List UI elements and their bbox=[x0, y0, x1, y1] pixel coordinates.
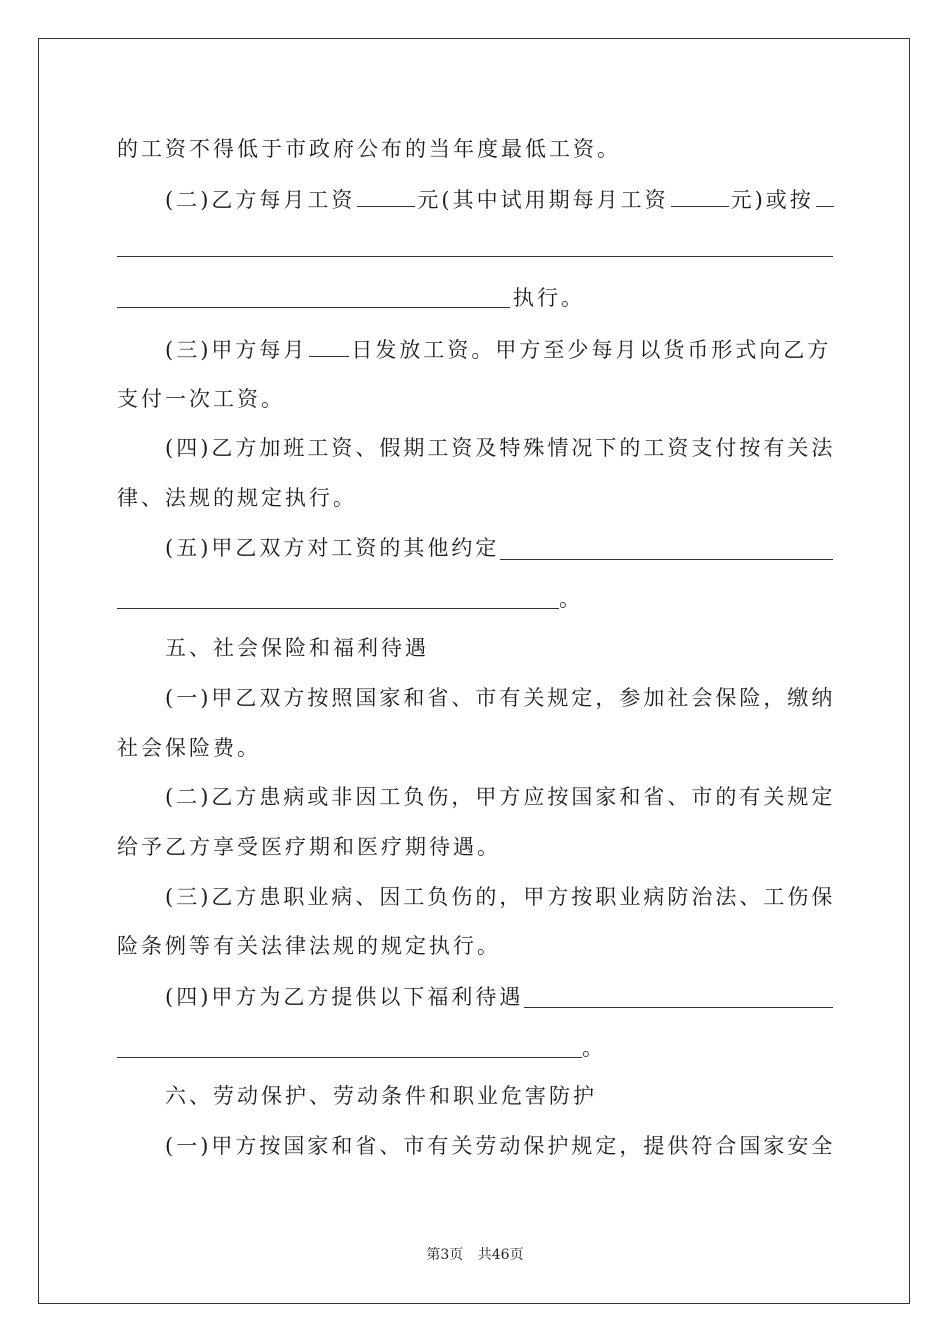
fill-in-blank bbox=[357, 184, 415, 207]
text-line bbox=[165, 334, 831, 365]
page-total: 共46页 bbox=[477, 1247, 524, 1263]
text-line: 的工资不得低于市政府公布的当年度最低工资。 bbox=[117, 137, 621, 161]
text-segment: (三)甲方每月 bbox=[165, 338, 308, 362]
fill-in-blank bbox=[816, 184, 834, 207]
page-border bbox=[38, 38, 910, 1304]
text-line: 险条例等有关法律法规的规定执行。 bbox=[117, 934, 501, 958]
text-line: (三)乙方患职业病、因工负伤的，甲方按职业病防治法、工伤保 bbox=[165, 885, 836, 909]
text-line: 。 bbox=[559, 587, 583, 611]
text-line bbox=[165, 184, 836, 215]
text-segment: (二)乙方每月工资 bbox=[165, 188, 356, 212]
text-line: (四)乙方加班工资、假期工资及特殊情况下的工资支付按有关法 bbox=[165, 436, 836, 460]
text-line: (五)甲乙双方对工资的其他约定 bbox=[165, 536, 500, 560]
text-line: 社会保险费。 bbox=[117, 736, 261, 760]
text-line: (四)甲方为乙方提供以下福利待遇 bbox=[165, 985, 524, 1009]
fill-in-line bbox=[117, 1057, 582, 1058]
text-line: 执行。 bbox=[513, 286, 585, 310]
text-line: (一)甲方按国家和省、市有关劳动保护规定，提供符合国家安全 bbox=[165, 1134, 836, 1158]
fill-in-blank bbox=[671, 184, 729, 207]
section-heading: 六、劳动保护、劳动条件和职业危害防护 bbox=[165, 1084, 597, 1108]
text-line: 给予乙方享受医疗期和医疗期待遇。 bbox=[117, 835, 501, 859]
text-line: 。 bbox=[582, 1036, 606, 1060]
text-segment: 日发放工资。甲方至少每月以货币形式向乙方 bbox=[351, 338, 832, 362]
fill-in-line bbox=[117, 256, 833, 257]
fill-in-line bbox=[117, 608, 559, 609]
section-heading: 五、社会保险和福利待遇 bbox=[165, 636, 429, 660]
fill-in-line bbox=[117, 307, 510, 308]
text-line: (二)乙方患病或非因工负伤，甲方应按国家和省、市的有关规定 bbox=[165, 785, 836, 809]
fill-in-line bbox=[500, 559, 833, 560]
text-line: 支付一次工资。 bbox=[117, 387, 285, 411]
text-line: (一)甲乙双方按照国家和省、市有关规定，参加社会保险，缴纳 bbox=[165, 686, 836, 710]
text-line: 律、法规的规定执行。 bbox=[117, 486, 357, 510]
text-segment: 元)或按 bbox=[730, 188, 814, 212]
fill-in-blank bbox=[309, 334, 349, 357]
page-footer bbox=[0, 1244, 950, 1264]
text-segment: 元(其中试用期每月工资 bbox=[417, 188, 669, 212]
page-number: 第3页 bbox=[426, 1247, 464, 1263]
fill-in-line bbox=[524, 1007, 833, 1008]
